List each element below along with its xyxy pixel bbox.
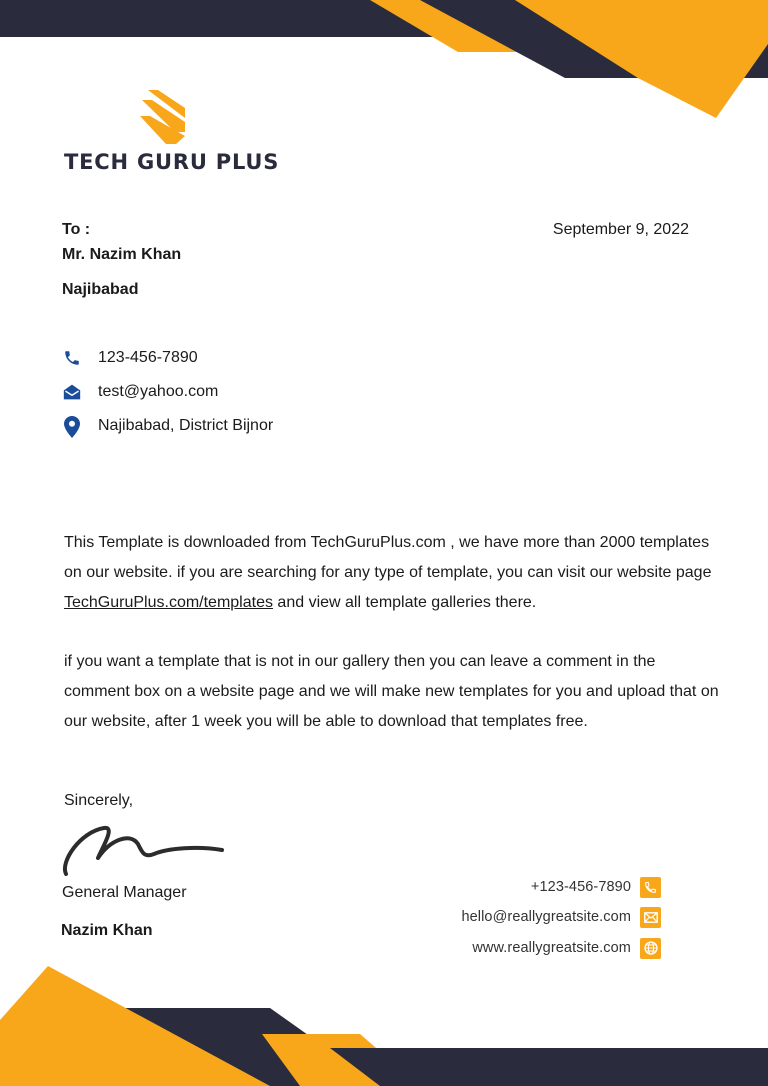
footer-phone-value: +123-456-7890 — [530, 879, 631, 895]
paragraph-1-text-b: and view all template galleries there. — [272, 594, 537, 611]
phone-icon — [62, 348, 82, 368]
header-decoration — [0, 0, 768, 130]
body-paragraph-2: if you want a template that is not in our gallery then you can leave a comment in the comment box on a website page and we will make new templates for you and upload that on our website, after 1 week you will be able to download that templates free. — [64, 653, 719, 730]
footer-email — [461, 906, 661, 928]
footer-website — [472, 937, 661, 959]
letter-date: September 9, 2022 — [552, 221, 689, 238]
footer-email-value: hello@reallygreatsite.com — [461, 909, 631, 925]
location-pin-icon — [62, 416, 82, 436]
recipient-name: Mr. Nazim Khan — [62, 246, 182, 263]
signer-title: General Manager — [62, 884, 187, 901]
phone-icon — [640, 877, 661, 898]
recipient-city: Najibabad — [62, 281, 139, 298]
contact-phone-value: 123-456-7890 — [98, 349, 198, 366]
contact-email — [62, 380, 218, 404]
contact-address-value: Najibabad, District Bijnor — [98, 417, 274, 434]
company-name: TECH GURU PLUS — [64, 150, 280, 174]
footer-decoration — [0, 960, 768, 1086]
paragraph-1-text-a: This Template is downloaded from TechGuruPlus.com , we have more than 2000 templates on our website. if you are searching for any type of template, you can visit our website page — [64, 534, 712, 581]
templates-link[interactable]: TechGuruPlus.com/templates — [64, 594, 273, 611]
globe-icon — [640, 938, 661, 959]
to-label: To : — [62, 221, 91, 238]
signature — [58, 818, 228, 880]
signer-name: Nazim Khan — [61, 922, 153, 939]
footer-phone — [531, 876, 661, 898]
contact-phone — [62, 346, 198, 370]
contact-email-value: test@yahoo.com — [98, 383, 219, 400]
contact-address — [62, 414, 273, 438]
closing-salutation: Sincerely, — [64, 792, 134, 809]
logo-mark-icon — [138, 88, 190, 146]
envelope-icon — [640, 907, 661, 928]
footer-website-value: www.reallygreatsite.com — [472, 940, 631, 956]
body-paragraph-1 — [64, 528, 724, 618]
envelope-icon — [62, 382, 82, 402]
